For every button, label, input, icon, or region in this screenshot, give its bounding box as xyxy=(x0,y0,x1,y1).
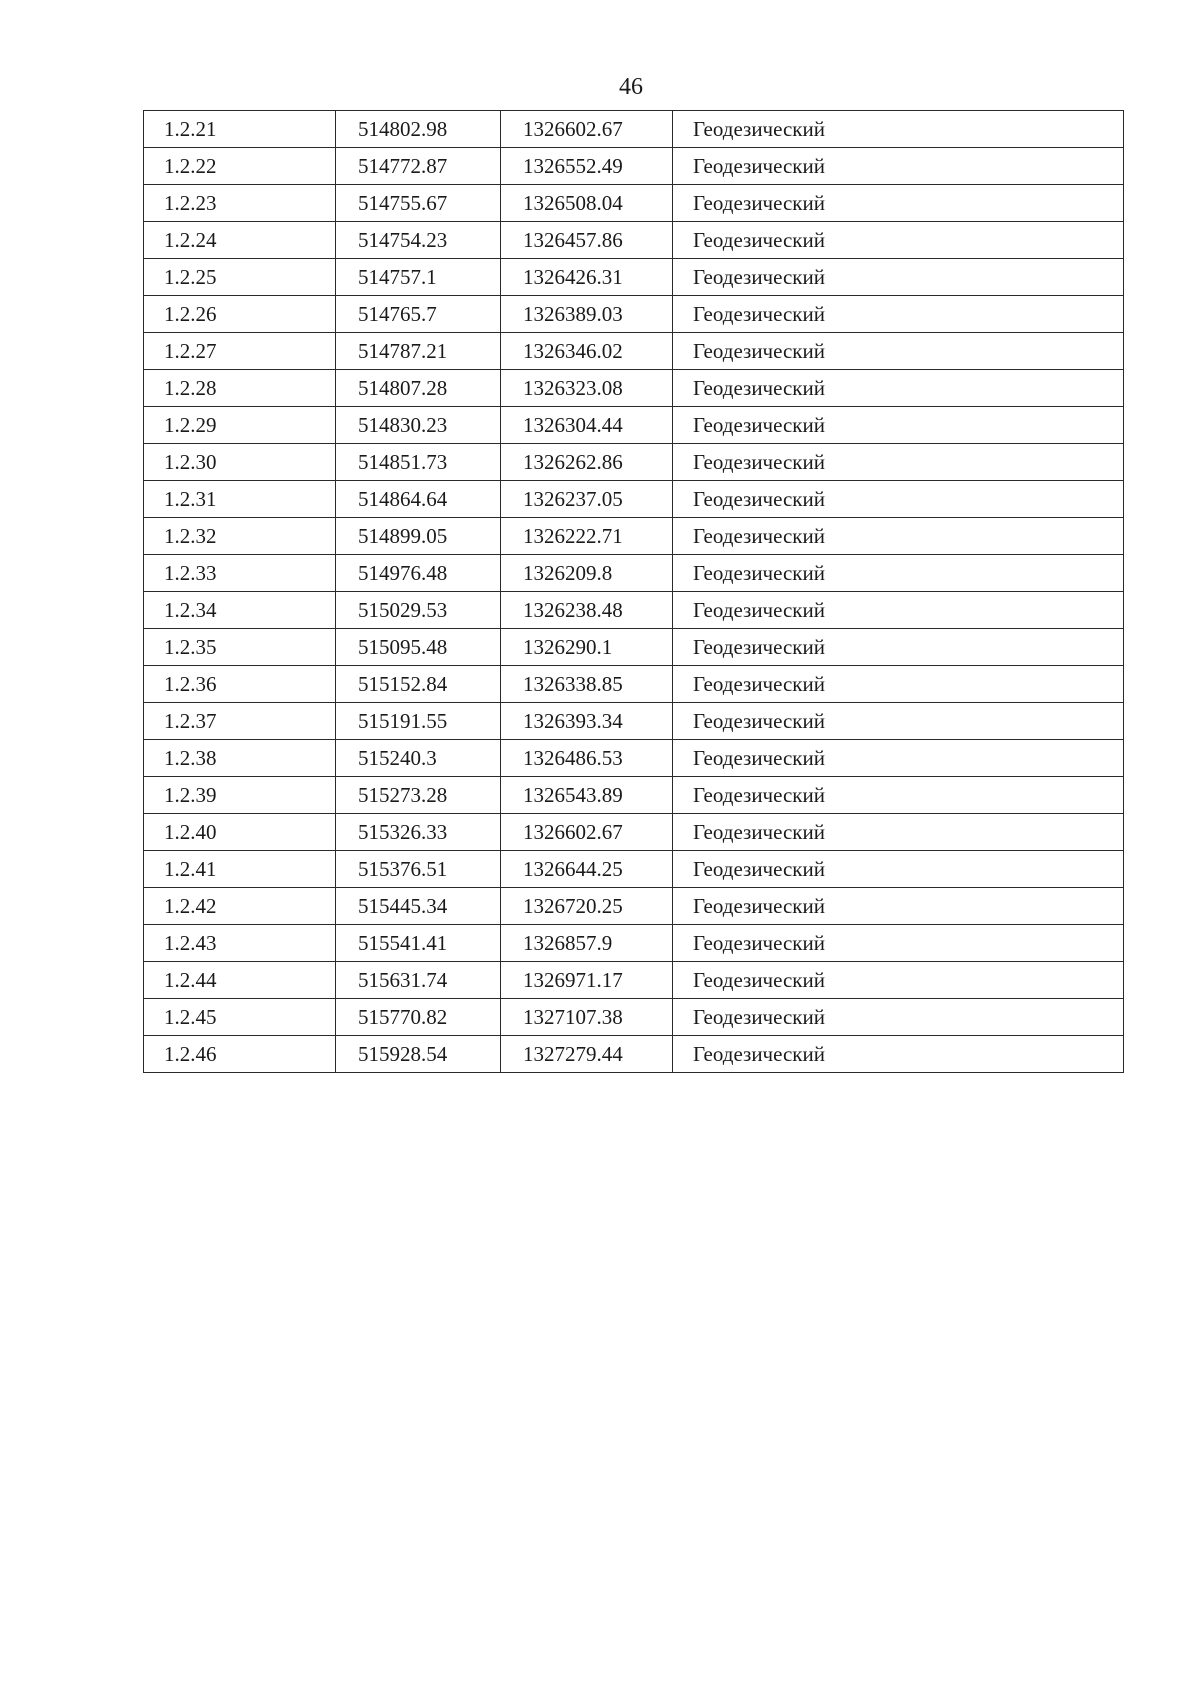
point-id-cell: 1.2.22 xyxy=(144,148,336,185)
y-coordinate-cell: 1326508.04 xyxy=(501,185,673,222)
point-id-cell: 1.2.31 xyxy=(144,481,336,518)
y-coordinate-cell: 1326323.08 xyxy=(501,370,673,407)
x-coordinate-cell: 514765.7 xyxy=(336,296,501,333)
point-type-cell: Геодезический xyxy=(673,962,1124,999)
point-id-cell: 1.2.25 xyxy=(144,259,336,296)
point-id-cell: 1.2.23 xyxy=(144,185,336,222)
point-id-cell: 1.2.41 xyxy=(144,851,336,888)
table-row xyxy=(144,999,1124,1036)
x-coordinate-cell: 515095.48 xyxy=(336,629,501,666)
y-coordinate-cell: 1326346.02 xyxy=(501,333,673,370)
x-coordinate-cell: 515029.53 xyxy=(336,592,501,629)
y-coordinate-cell: 1326486.53 xyxy=(501,740,673,777)
point-id-cell: 1.2.32 xyxy=(144,518,336,555)
table-row xyxy=(144,185,1124,222)
y-coordinate-cell: 1326237.05 xyxy=(501,481,673,518)
point-type-cell: Геодезический xyxy=(673,666,1124,703)
x-coordinate-cell: 515541.41 xyxy=(336,925,501,962)
point-id-cell: 1.2.46 xyxy=(144,1036,336,1073)
y-coordinate-cell: 1326262.86 xyxy=(501,444,673,481)
point-type-cell: Геодезический xyxy=(673,703,1124,740)
table-row xyxy=(144,666,1124,703)
table-row xyxy=(144,259,1124,296)
table-row xyxy=(144,629,1124,666)
x-coordinate-cell: 514976.48 xyxy=(336,555,501,592)
x-coordinate-cell: 515273.28 xyxy=(336,777,501,814)
x-coordinate-cell: 515152.84 xyxy=(336,666,501,703)
point-id-cell: 1.2.21 xyxy=(144,111,336,148)
point-type-cell: Геодезический xyxy=(673,592,1124,629)
point-id-cell: 1.2.27 xyxy=(144,333,336,370)
x-coordinate-cell: 515326.33 xyxy=(336,814,501,851)
point-type-cell: Геодезический xyxy=(673,555,1124,592)
x-coordinate-cell: 515376.51 xyxy=(336,851,501,888)
table-row xyxy=(144,888,1124,925)
point-id-cell: 1.2.28 xyxy=(144,370,336,407)
x-coordinate-cell: 515928.54 xyxy=(336,1036,501,1073)
table-row xyxy=(144,407,1124,444)
point-id-cell: 1.2.37 xyxy=(144,703,336,740)
table-row xyxy=(144,481,1124,518)
point-id-cell: 1.2.34 xyxy=(144,592,336,629)
point-type-cell: Геодезический xyxy=(673,518,1124,555)
point-type-cell: Геодезический xyxy=(673,407,1124,444)
point-type-cell: Геодезический xyxy=(673,148,1124,185)
table-row xyxy=(144,851,1124,888)
y-coordinate-cell: 1326238.48 xyxy=(501,592,673,629)
table-row xyxy=(144,333,1124,370)
y-coordinate-cell: 1326457.86 xyxy=(501,222,673,259)
point-type-cell: Геодезический xyxy=(673,777,1124,814)
point-type-cell: Геодезический xyxy=(673,222,1124,259)
point-id-cell: 1.2.29 xyxy=(144,407,336,444)
x-coordinate-cell: 514830.23 xyxy=(336,407,501,444)
point-type-cell: Геодезический xyxy=(673,999,1124,1036)
point-type-cell: Геодезический xyxy=(673,333,1124,370)
y-coordinate-cell: 1326222.71 xyxy=(501,518,673,555)
x-coordinate-cell: 514757.1 xyxy=(336,259,501,296)
x-coordinate-cell: 515445.34 xyxy=(336,888,501,925)
point-type-cell: Геодезический xyxy=(673,629,1124,666)
table-row xyxy=(144,555,1124,592)
x-coordinate-cell: 514754.23 xyxy=(336,222,501,259)
point-type-cell: Геодезический xyxy=(673,185,1124,222)
y-coordinate-cell: 1326426.31 xyxy=(501,259,673,296)
x-coordinate-cell: 515770.82 xyxy=(336,999,501,1036)
y-coordinate-cell: 1326602.67 xyxy=(501,111,673,148)
point-id-cell: 1.2.24 xyxy=(144,222,336,259)
table-row xyxy=(144,370,1124,407)
table-row xyxy=(144,703,1124,740)
x-coordinate-cell: 514802.98 xyxy=(336,111,501,148)
point-type-cell: Геодезический xyxy=(673,481,1124,518)
point-type-cell: Геодезический xyxy=(673,111,1124,148)
point-id-cell: 1.2.39 xyxy=(144,777,336,814)
y-coordinate-cell: 1326971.17 xyxy=(501,962,673,999)
y-coordinate-cell: 1326720.25 xyxy=(501,888,673,925)
point-id-cell: 1.2.45 xyxy=(144,999,336,1036)
point-id-cell: 1.2.35 xyxy=(144,629,336,666)
table-row xyxy=(144,148,1124,185)
x-coordinate-cell: 514864.64 xyxy=(336,481,501,518)
point-type-cell: Геодезический xyxy=(673,851,1124,888)
table-row xyxy=(144,814,1124,851)
point-id-cell: 1.2.38 xyxy=(144,740,336,777)
y-coordinate-cell: 1326857.9 xyxy=(501,925,673,962)
point-type-cell: Геодезический xyxy=(673,888,1124,925)
y-coordinate-cell: 1326602.67 xyxy=(501,814,673,851)
table-row xyxy=(144,444,1124,481)
point-type-cell: Геодезический xyxy=(673,1036,1124,1073)
coordinates-table xyxy=(143,110,1124,1073)
y-coordinate-cell: 1326290.1 xyxy=(501,629,673,666)
x-coordinate-cell: 515631.74 xyxy=(336,962,501,999)
y-coordinate-cell: 1326338.85 xyxy=(501,666,673,703)
point-id-cell: 1.2.36 xyxy=(144,666,336,703)
table-row xyxy=(144,777,1124,814)
point-id-cell: 1.2.33 xyxy=(144,555,336,592)
table-row xyxy=(144,592,1124,629)
point-type-cell: Геодезический xyxy=(673,814,1124,851)
point-type-cell: Геодезический xyxy=(673,259,1124,296)
y-coordinate-cell: 1326543.89 xyxy=(501,777,673,814)
page-number: 46 xyxy=(619,74,643,100)
point-id-cell: 1.2.40 xyxy=(144,814,336,851)
table-row xyxy=(144,1036,1124,1073)
point-type-cell: Геодезический xyxy=(673,296,1124,333)
x-coordinate-cell: 514899.05 xyxy=(336,518,501,555)
point-id-cell: 1.2.30 xyxy=(144,444,336,481)
x-coordinate-cell: 514807.28 xyxy=(336,370,501,407)
y-coordinate-cell: 1326389.03 xyxy=(501,296,673,333)
x-coordinate-cell: 514755.67 xyxy=(336,185,501,222)
y-coordinate-cell: 1327107.38 xyxy=(501,999,673,1036)
y-coordinate-cell: 1326552.49 xyxy=(501,148,673,185)
table-row xyxy=(144,925,1124,962)
table-row xyxy=(144,740,1124,777)
table-row xyxy=(144,962,1124,999)
point-type-cell: Геодезический xyxy=(673,370,1124,407)
point-id-cell: 1.2.43 xyxy=(144,925,336,962)
x-coordinate-cell: 514772.87 xyxy=(336,148,501,185)
point-type-cell: Геодезический xyxy=(673,444,1124,481)
point-id-cell: 1.2.42 xyxy=(144,888,336,925)
point-type-cell: Геодезический xyxy=(673,925,1124,962)
y-coordinate-cell: 1326304.44 xyxy=(501,407,673,444)
y-coordinate-cell: 1326209.8 xyxy=(501,555,673,592)
x-coordinate-cell: 515240.3 xyxy=(336,740,501,777)
table-row xyxy=(144,111,1124,148)
table-row xyxy=(144,296,1124,333)
y-coordinate-cell: 1326393.34 xyxy=(501,703,673,740)
point-type-cell: Геодезический xyxy=(673,740,1124,777)
point-id-cell: 1.2.44 xyxy=(144,962,336,999)
point-id-cell: 1.2.26 xyxy=(144,296,336,333)
x-coordinate-cell: 514787.21 xyxy=(336,333,501,370)
x-coordinate-cell: 514851.73 xyxy=(336,444,501,481)
x-coordinate-cell: 515191.55 xyxy=(336,703,501,740)
y-coordinate-cell: 1327279.44 xyxy=(501,1036,673,1073)
coordinates-table-body xyxy=(144,111,1124,1073)
table-row xyxy=(144,518,1124,555)
table-row xyxy=(144,222,1124,259)
y-coordinate-cell: 1326644.25 xyxy=(501,851,673,888)
